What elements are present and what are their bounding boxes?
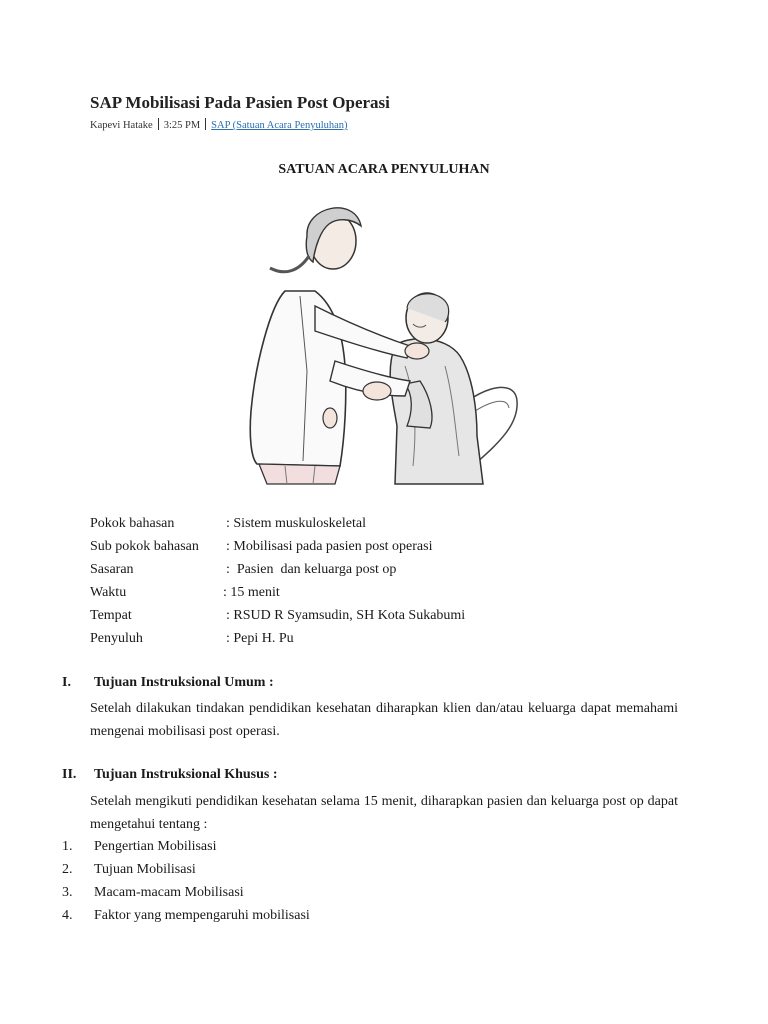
info-value: : 15 menit [223,585,280,600]
info-row-sub-pokok-bahasan [90,535,465,558]
info-value: : Mobilisasi pada pasien post operasi [226,539,433,554]
info-label: Sub pokok bahasan [90,539,199,554]
section-title-tujuan-umum [62,675,274,691]
objectives-list [62,835,310,927]
info-row-penyuluh [90,627,465,650]
post-meta [90,118,348,131]
info-table [90,512,465,650]
meta-divider [158,118,159,130]
category-link[interactable]: SAP (Satuan Acara Penyuluhan) [211,120,348,131]
info-value: : Sistem muskuloskeletal [226,516,366,531]
info-value: : RSUD R Syamsudin, SH Kota Sukabumi [226,608,466,623]
info-row-waktu [90,581,465,604]
section-paragraph-tujuan-khusus: Setelah mengikuti pendidikan kesehatan selama 15 menit, diharapkan pasien dan keluarga post op dapat mengetahui tentang : [90,794,678,832]
section-number: I. [62,675,71,690]
list-item [62,858,310,881]
info-label: Penyuluh [90,631,143,646]
list-item-text: Tujuan Mobilisasi [94,862,196,877]
info-row-pokok-bahasan [90,512,465,535]
info-label: Tempat [90,608,132,623]
list-item-number: 1. [62,839,73,854]
info-row-sasaran [90,558,465,581]
list-item-number: 2. [62,862,73,877]
nurse-assisting-patient-illustration [245,196,525,486]
list-item [62,904,310,927]
section-number: II. [62,767,77,782]
section-title-tujuan-khusus [62,767,278,783]
info-value: : Pasien dan keluarga post op [226,562,397,577]
info-label: Waktu [90,585,127,600]
list-item [62,881,310,904]
info-label: Pokok bahasan [90,516,175,531]
list-item-text: Pengertian Mobilisasi [94,839,217,854]
list-item-text: Macam-macam Mobilisasi [94,885,244,900]
section-heading: Tujuan Instruksional Khusus : [94,767,278,782]
post-time: 3:25 PM [163,120,201,131]
section-paragraph-tujuan-umum: Setelah dilakukan tindakan pendidikan kesehatan diharapkan klien dan/atau keluarga dapat memahami mengenai mobilisasi post operasi. [90,701,678,739]
post-title: SAP Mobilisasi Pada Pasien Post Operasi [90,93,390,112]
list-item-number: 4. [62,908,73,923]
section-heading: Tujuan Instruksional Umum : [94,675,274,690]
list-item [62,835,310,858]
info-row-tempat [90,604,465,627]
info-value: : Pepi H. Pu [226,631,294,646]
info-label: Sasaran [90,562,134,577]
post-author: Kapevi Hatake [90,120,153,131]
document-heading: SATUAN ACARA PENYULUHAN [278,162,490,177]
meta-divider [205,118,206,130]
list-item-number: 3. [62,885,73,900]
list-item-text: Faktor yang mempengaruhi mobilisasi [94,908,310,923]
